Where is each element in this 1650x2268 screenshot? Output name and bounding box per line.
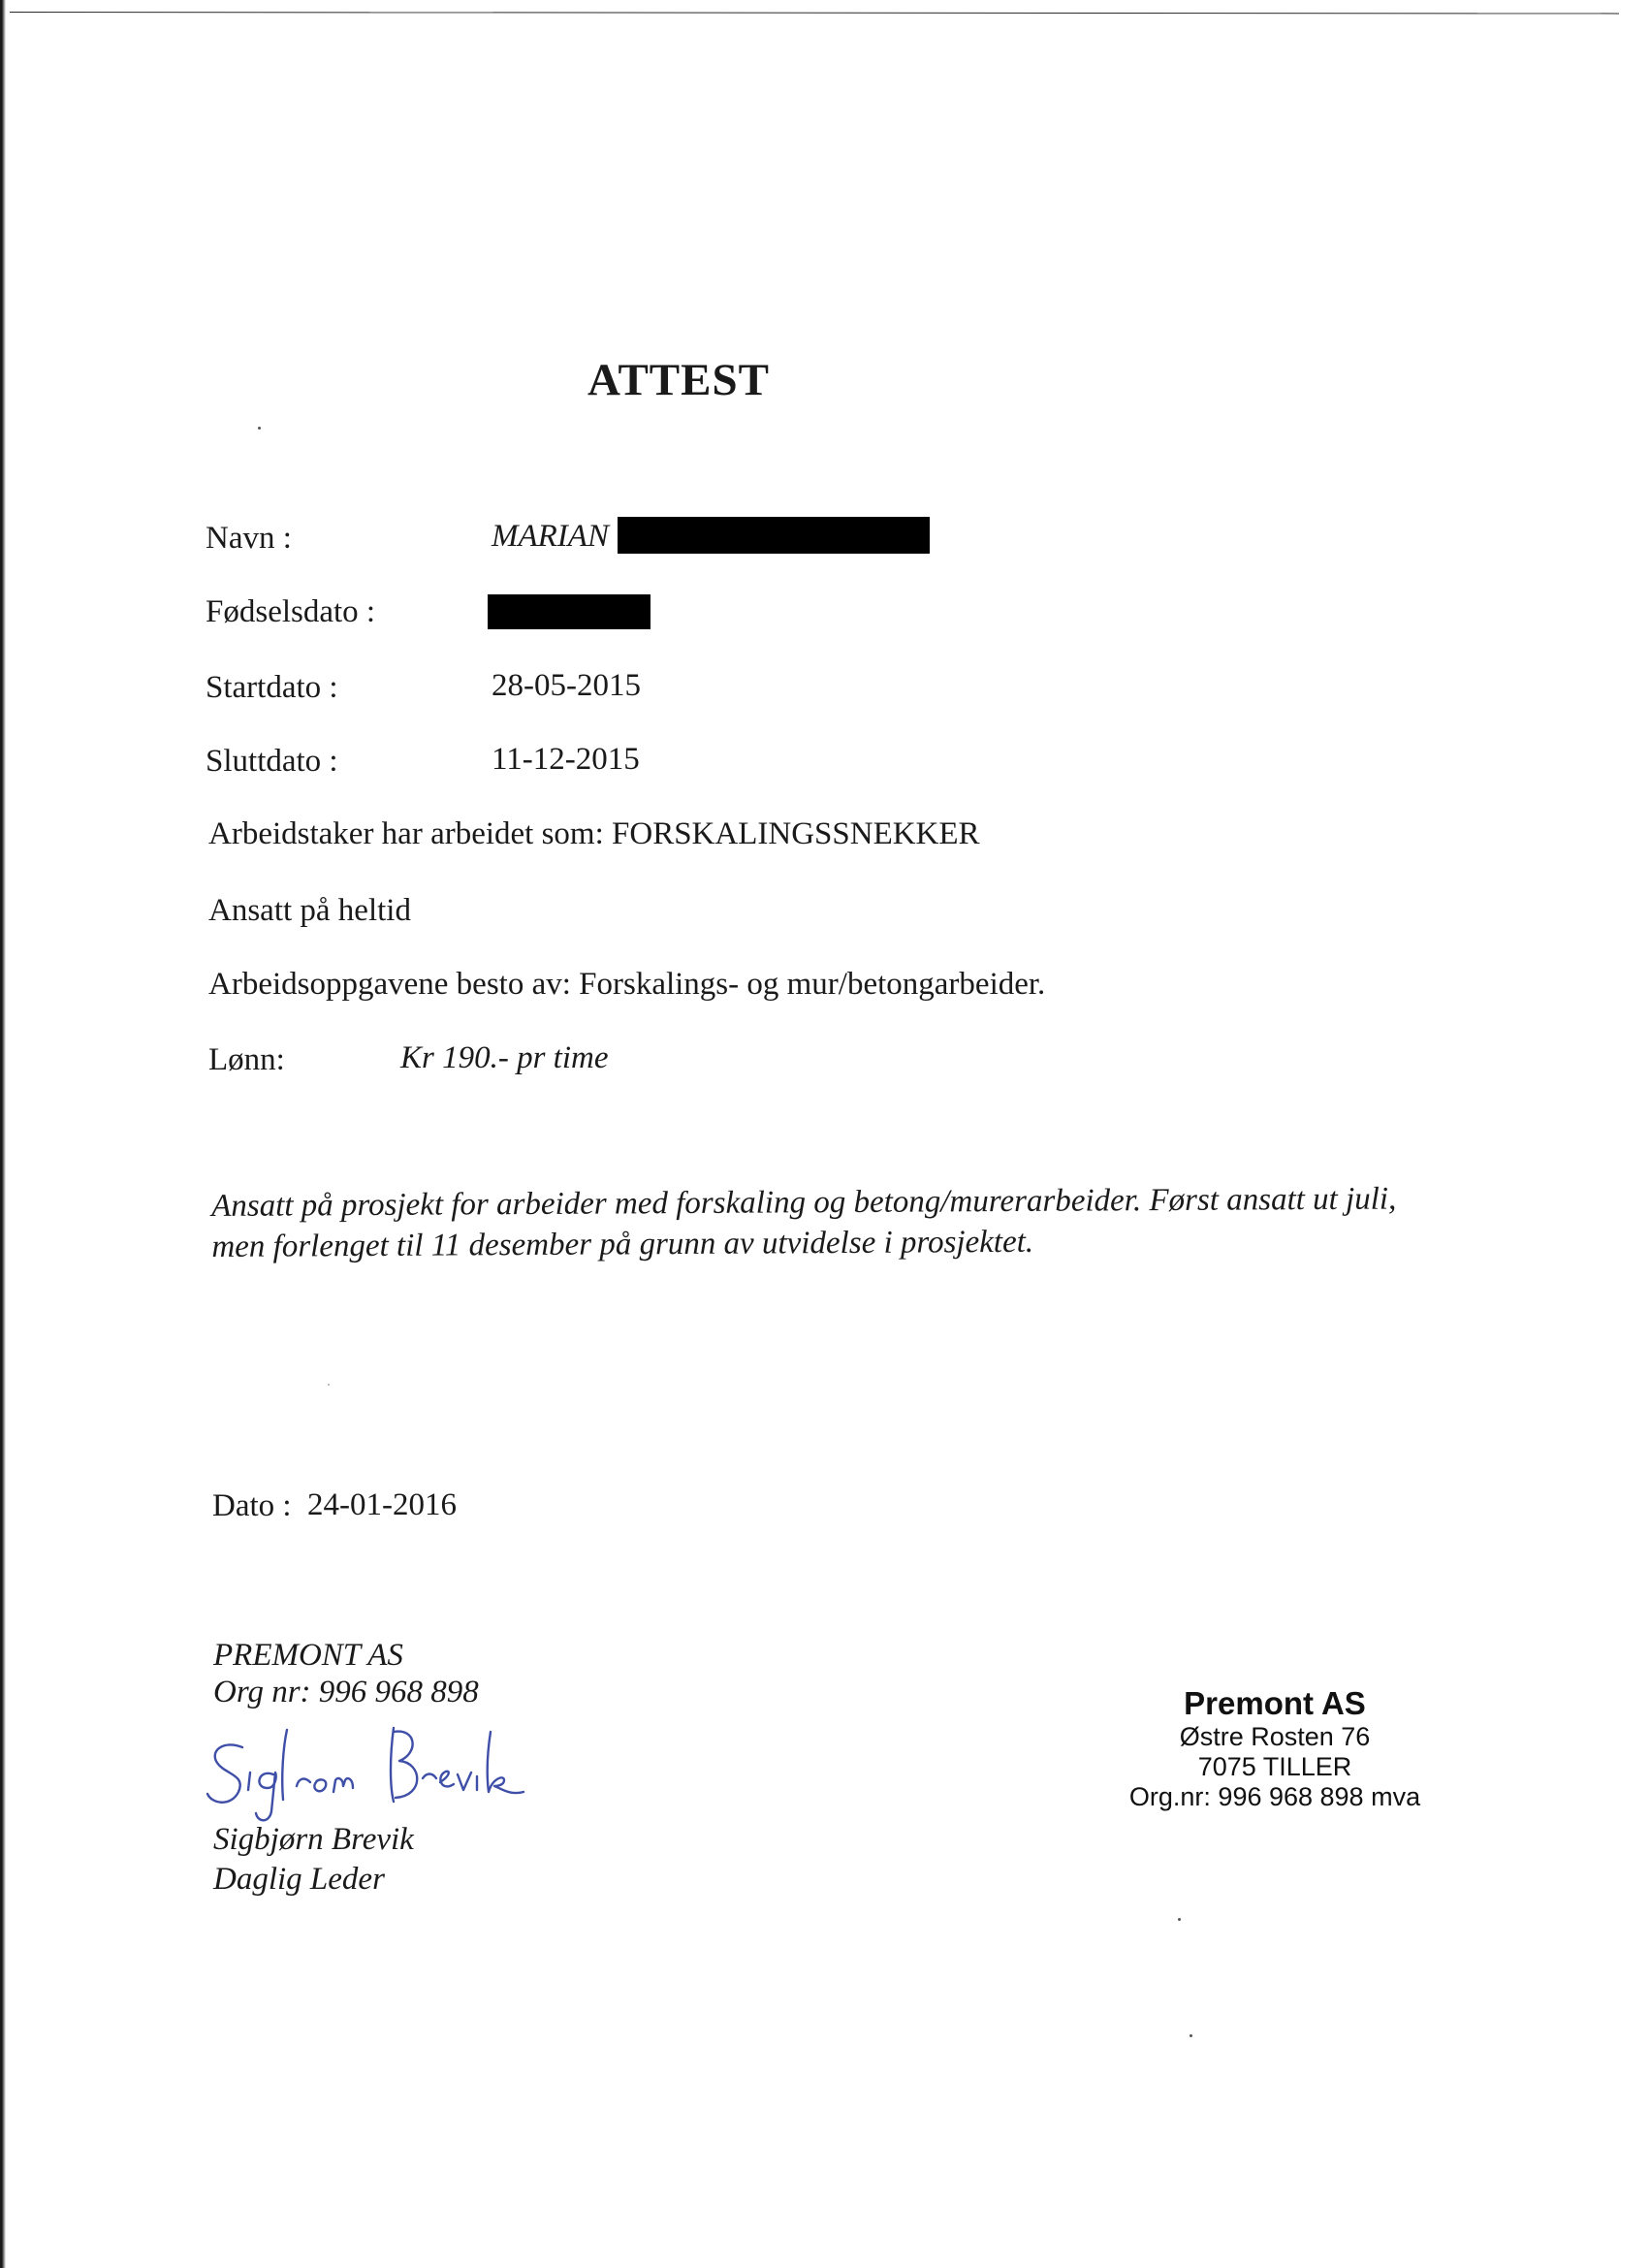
lonn-label: Lønn: bbox=[208, 1042, 285, 1077]
document-title: ATTEST bbox=[587, 355, 770, 405]
description-line-1: Ansatt på prosjekt for arbeider med forskaling og betong/murerarbeider. Først ansatt ut juli, bbox=[211, 1181, 1397, 1224]
handwritten-signature bbox=[204, 1718, 553, 1835]
fodselsdato-label: Fødselsdato : bbox=[206, 594, 376, 629]
sluttdato-label: Sluttdato : bbox=[206, 744, 338, 779]
navn-redaction bbox=[618, 517, 930, 554]
stamp-company-name: Premont AS bbox=[1184, 1685, 1366, 1721]
fodselsdato-redaction bbox=[488, 594, 650, 629]
stamp-address: Østre Rosten 76 bbox=[1179, 1722, 1371, 1751]
description-line-2: men forlenget til 11 desember på grunn av utvidelse i prosjektet. bbox=[211, 1224, 1034, 1264]
arbeidet-som-line: Arbeidstaker har arbeidet som: FORSKALINGSSNEKKER bbox=[208, 816, 980, 851]
sluttdato-value: 11-12-2015 bbox=[492, 742, 640, 777]
stamp-city: 7075 TILLER bbox=[1197, 1752, 1352, 1781]
stamp-orgnr: Org.nr: 996 968 898 mva bbox=[1128, 1782, 1421, 1811]
scan-speck bbox=[328, 1384, 330, 1386]
signer-orgnr: Org nr: 996 968 898 bbox=[213, 1675, 479, 1709]
heltid-line: Ansatt på heltid bbox=[208, 893, 411, 928]
scan-speck bbox=[258, 427, 261, 430]
navn-label: Navn : bbox=[206, 521, 292, 556]
lonn-value: Kr 190.- pr time bbox=[400, 1040, 609, 1075]
dato-value: 24-01-2016 bbox=[307, 1487, 457, 1522]
signer-company: PREMONT AS bbox=[213, 1638, 403, 1673]
scan-edge-left bbox=[0, 0, 6, 2268]
startdato-value: 28-05-2015 bbox=[492, 668, 641, 703]
signer-role: Daglig Leder bbox=[213, 1862, 385, 1897]
signer-name: Sigbjørn Brevik bbox=[213, 1822, 414, 1857]
scan-speck bbox=[1190, 2034, 1192, 2037]
scan-edge-top bbox=[10, 12, 1619, 14]
scan-speck bbox=[1178, 1918, 1181, 1921]
dato-label: Dato : bbox=[212, 1488, 292, 1523]
description-paragraph bbox=[211, 1179, 1397, 1267]
startdato-label: Startdato : bbox=[206, 670, 338, 705]
company-stamp bbox=[1115, 1685, 1435, 1812]
oppgaver-line: Arbeidsoppgavene besto av: Forskalings- og mur/betongarbeider. bbox=[208, 967, 1046, 1002]
navn-value: MARIAN bbox=[492, 519, 609, 554]
